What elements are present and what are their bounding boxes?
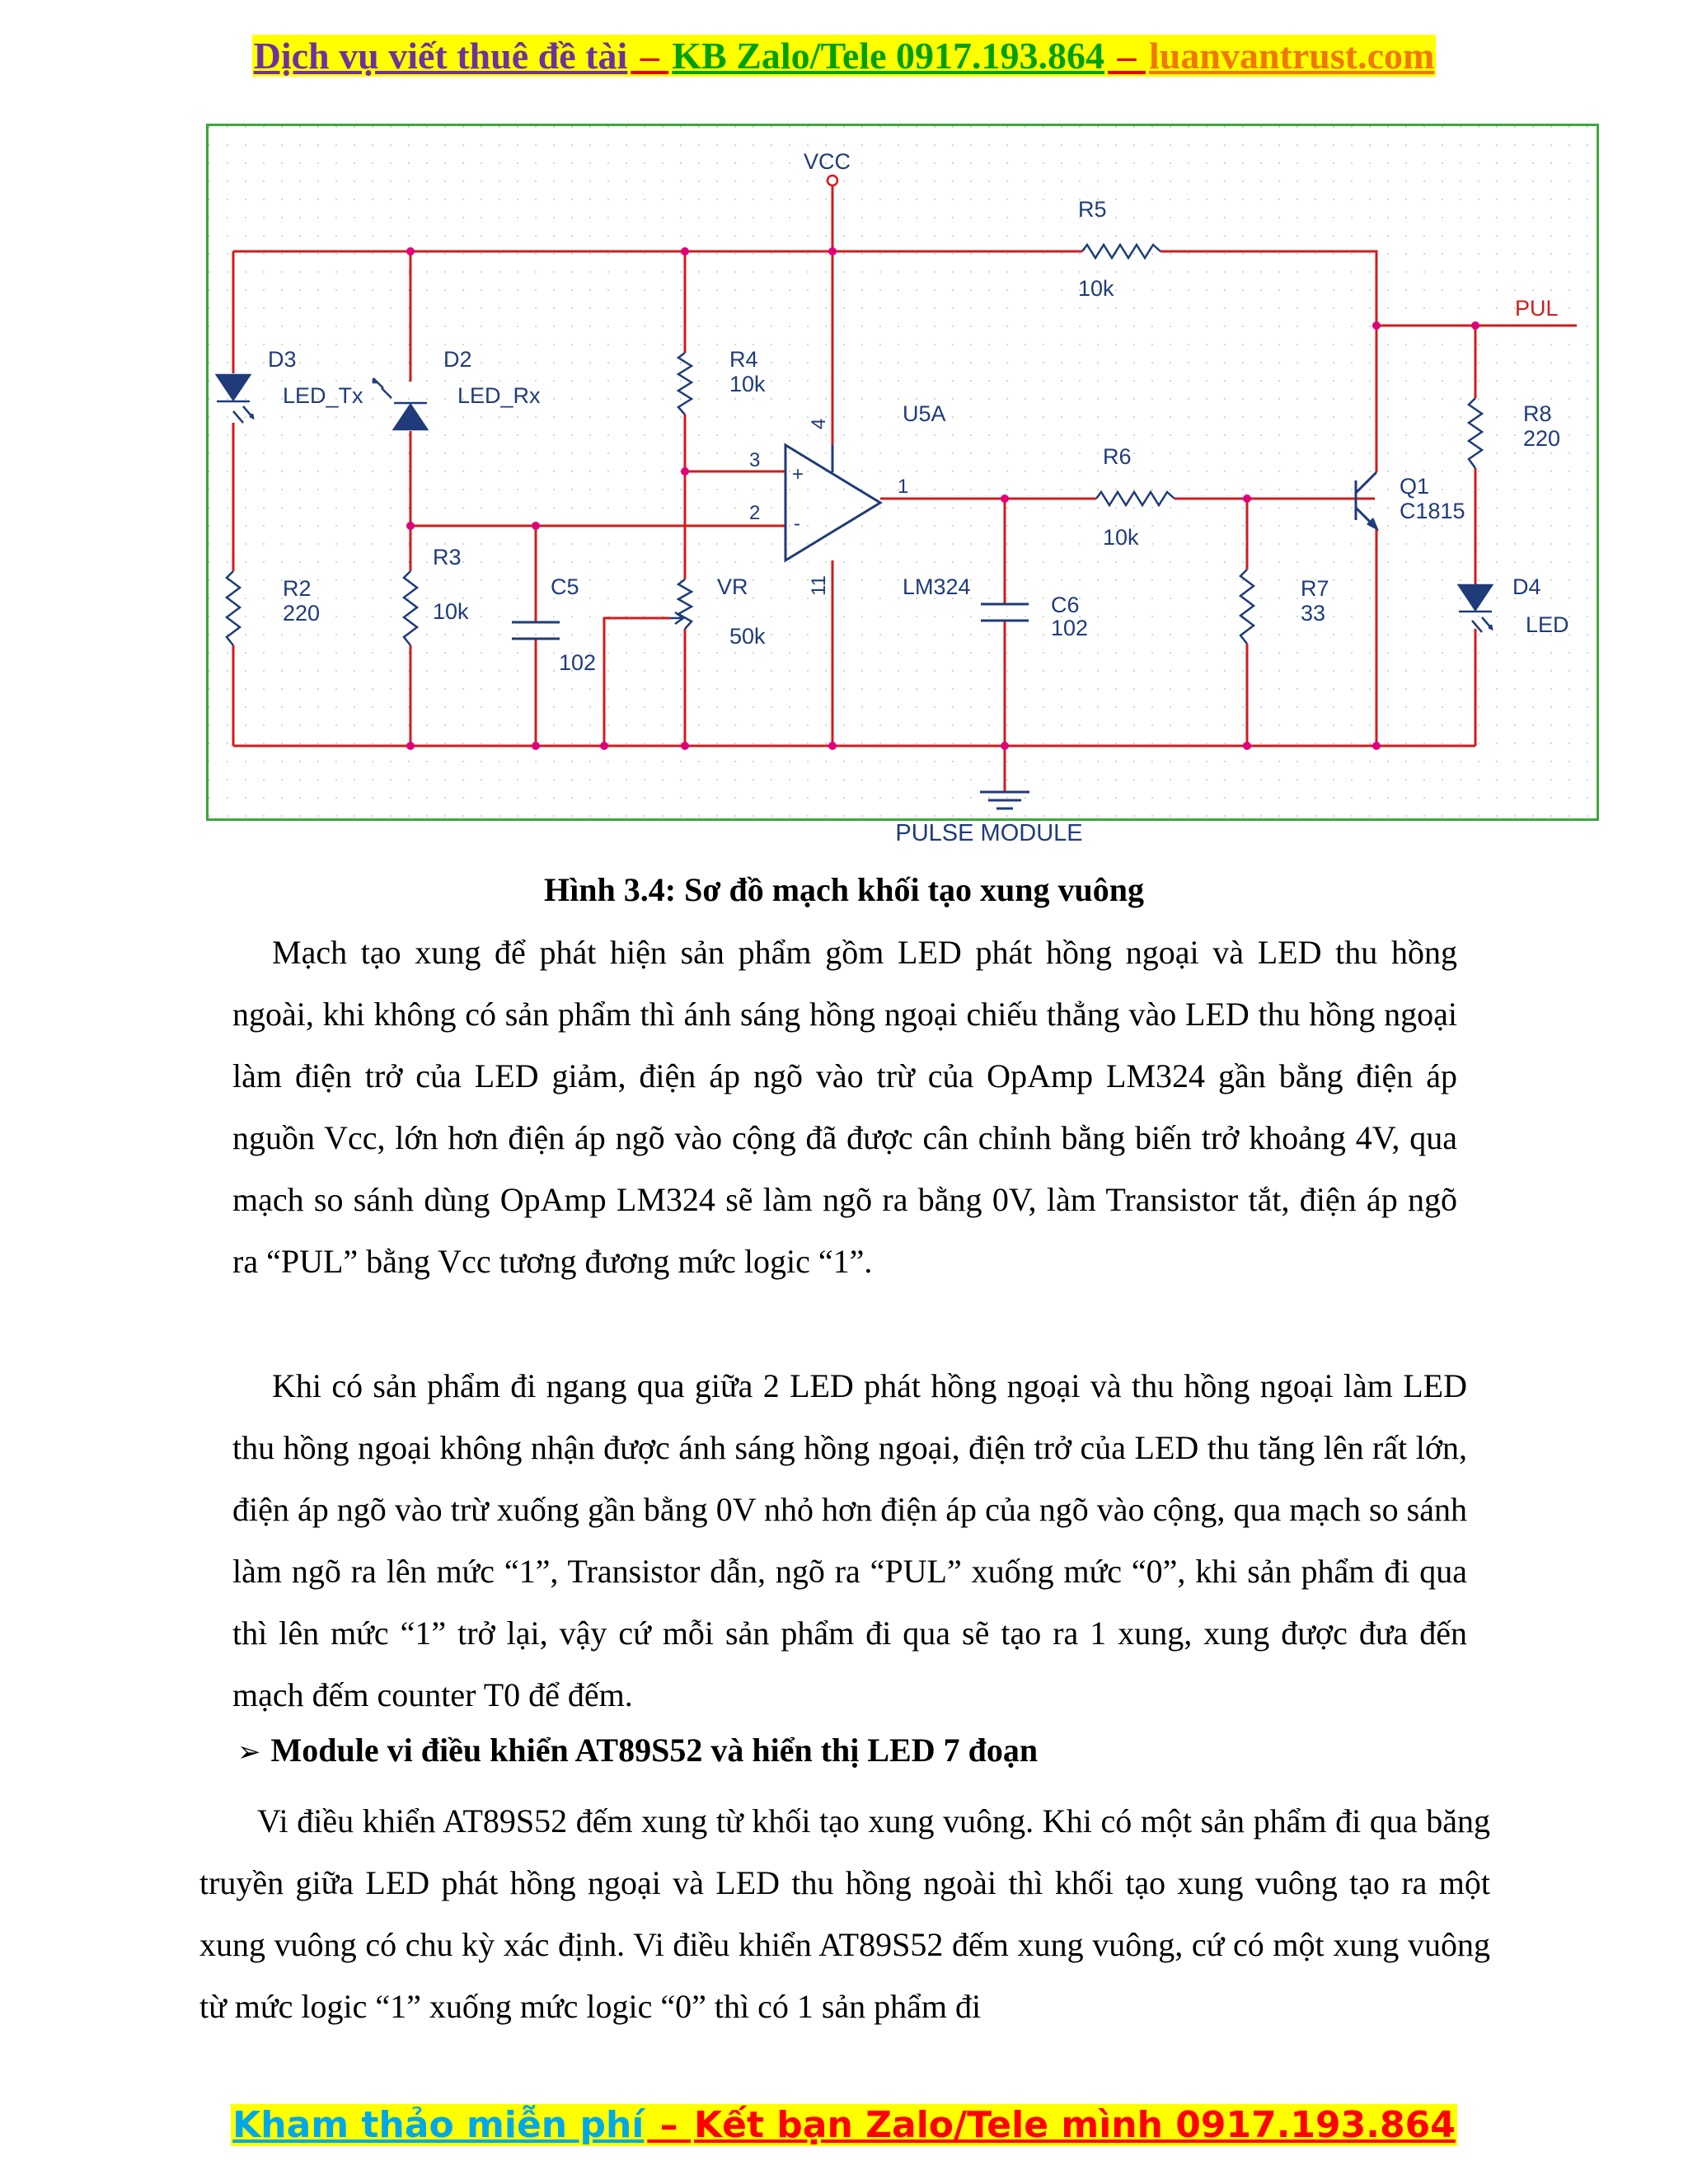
c5-value: 102: [559, 650, 597, 675]
header-separator: –: [631, 35, 669, 77]
r7-label: R7: [1301, 576, 1329, 601]
r8-value: 220: [1523, 426, 1561, 451]
d2-label: D2: [443, 347, 472, 372]
r2-label: R2: [283, 576, 312, 601]
r8-label: R8: [1523, 401, 1552, 426]
header-service-text: Dịch vụ viết thuê đề tài: [253, 35, 628, 77]
minus-sign: -: [794, 513, 800, 535]
header-banner: [0, 31, 1688, 81]
u5a-label: U5A: [903, 401, 946, 426]
vcc-terminal: [828, 176, 837, 185]
section-heading-text: Module vi điều khiển AT89S52 và hiển thị LED 7 đoạn: [270, 1732, 1039, 1769]
pin4-label: 4: [808, 418, 830, 429]
header-website-link[interactable]: luanvantrust.com: [1149, 35, 1435, 77]
r6-value: 10k: [1103, 525, 1139, 550]
vr-value: 50k: [729, 624, 766, 649]
footer-banner: [0, 2100, 1688, 2151]
plus-sign: +: [792, 463, 804, 485]
pul-label: PUL: [1515, 296, 1559, 321]
section-heading: [237, 1726, 1038, 1777]
d4-label: D4: [1512, 574, 1541, 599]
vr-label: VR: [717, 574, 748, 599]
c6-label: C6: [1051, 593, 1080, 617]
c5-label: C5: [551, 574, 579, 599]
r3-label: R3: [433, 545, 462, 569]
d4-name: LED: [1526, 612, 1569, 637]
r5-label: R5: [1078, 197, 1107, 222]
header-contact-text: KB Zalo/Tele 0917.193.864: [672, 35, 1105, 77]
d3-label: D3: [268, 347, 297, 372]
pin2-label: 2: [749, 502, 761, 524]
footer-separator: –: [647, 2104, 691, 2146]
paragraph-1: Mạch tạo xung để phát hiện sản phẩm gồm LED phát hồng ngoại và LED thu hồng ngoài, khi không có sản phẩm thì ánh sáng hồng ngoại chiếu thẳng vào LED thu hồng ngoại làm điện trở của LED giảm, điện áp ngõ vào trừ của OpAmp LM324 gần bằng điện áp nguồn Vcc, lớn hơn điện áp ngõ vào cộng đã được cân chỉnh bằng biến trở khoảng 4V, qua mạch so sánh dùng OpAmp LM324 sẽ làm ngõ ra bằng 0V, làm Transistor tắt, điện áp ngõ ra “PUL” bằng Vcc tương đương mức logic “1”.: [232, 934, 1457, 1280]
header-separator: –: [1108, 35, 1146, 77]
c6-value: 102: [1051, 616, 1089, 640]
circuit-schematic: [209, 126, 1601, 823]
pulse-module-label: PULSE MODULE: [895, 820, 1083, 846]
footer-contact: Kết bạn Zalo/Tele mình 0917.193.864: [694, 2104, 1456, 2146]
d2-name: LED_Rx: [457, 383, 541, 408]
r4-label: R4: [729, 347, 758, 372]
circuit-diagram: [206, 124, 1599, 821]
bullet-arrow-icon: ➢: [237, 1736, 261, 1769]
d3-name: LED_Tx: [283, 383, 363, 408]
pin3-label: 3: [749, 449, 761, 471]
pin11-label: 11: [808, 575, 830, 596]
r5-value: 10k: [1078, 276, 1114, 301]
r3-value: 10k: [433, 599, 469, 624]
r2-value: 220: [283, 601, 321, 626]
paragraph-3: Vi điều khiển AT89S52 đếm xung từ khối tạo xung vuông. Khi có một sản phẩm đi qua băng truyền giữa LED phát hồng ngoại và LED thu hồng ngoài thì khối tạo xung vuông tạo ra một xung vuông có chu kỳ xác định. Vi điều khiển AT89S52 đếm xung vuông, cứ có một xung vuông từ mức logic “1” xuống mức logic “0” thì có 1 sản phẩm đi: [199, 1802, 1490, 2025]
figure-caption: Hình 3.4: Sơ đồ mạch khối tạo xung vuông: [544, 871, 1144, 908]
footer-free-reference: Kham thảo miễn phí: [232, 2104, 645, 2146]
paragraph-2: Khi có sản phẩm đi ngang qua giữa 2 LED phát hồng ngoại và thu hồng ngoại làm LED thu hồng ngoại không nhận được ánh sáng hồng ngoại, điện trở của LED thu tăng lên rất lớn, điện áp ngõ vào trừ xuống gần bằng 0V nhỏ hơn điện áp của ngõ vào cộng, qua mạch so sánh làm ngõ ra lên mức “1”, Transistor dẫn, ngõ ra “PUL” xuống mức “0”, khi sản phẩm đi qua thì lên mức “1” trở lại, vậy cứ mỗi sản phẩm đi qua sẽ tạo ra 1 xung, xung được đưa đến mạch đếm counter T0 để đếm.: [232, 1367, 1467, 1713]
r4-value: 10k: [729, 372, 766, 396]
r7-value: 33: [1301, 601, 1326, 626]
q1-label: Q1: [1400, 474, 1430, 499]
pin1-label: 1: [898, 476, 909, 498]
q1-name: C1815: [1400, 499, 1465, 523]
lm324-label: LM324: [903, 574, 971, 599]
r6-label: R6: [1103, 444, 1132, 469]
vcc-label: VCC: [804, 149, 851, 174]
